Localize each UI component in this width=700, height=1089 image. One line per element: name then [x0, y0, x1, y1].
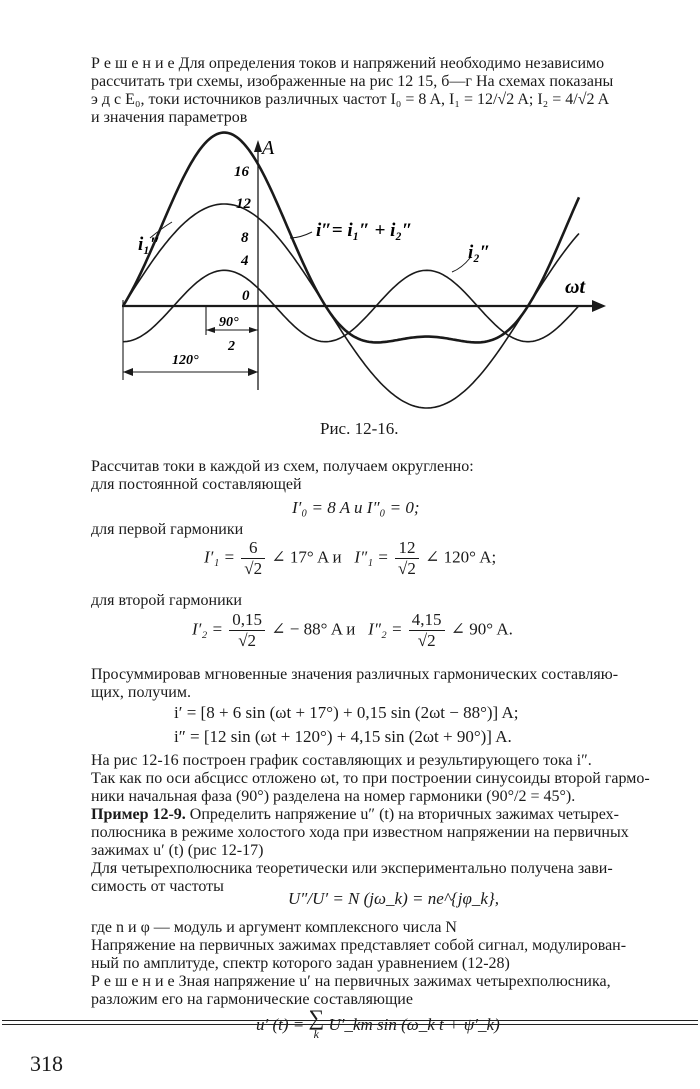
- eq3a-den: √2: [238, 631, 257, 650]
- para-16: ный по амплитуде, спектр которого задан уравнением (12-28): [91, 955, 510, 972]
- para-17: Р е ш е н и е Зная напряжение u′ на первичных зажимах четырехполюсника,: [91, 973, 611, 990]
- para-6: щих, получим.: [91, 684, 191, 701]
- y-axis-arrow-icon: [254, 140, 262, 152]
- eq2a-lhs: I′₁ =: [204, 547, 236, 567]
- label-120: 120°: [172, 353, 199, 368]
- para-1: Рассчитав токи в каждой из схем, получаем округленно:: [91, 458, 474, 475]
- x-axis-arrow-icon: [592, 300, 606, 312]
- figure-caption: Рис. 12-16.: [320, 419, 399, 438]
- page-number: 318: [30, 1051, 63, 1076]
- y-tick-4: 4: [241, 253, 249, 269]
- eq-i-double-prime: i″ = [12 sin (ωt + 120°) + 4,15 sin (2ωt + 90°)] A.: [174, 727, 512, 746]
- intro-line-4: и значения параметров: [91, 109, 248, 126]
- eq2b-den: √2: [398, 559, 416, 578]
- y-tick-0: 0: [242, 288, 250, 304]
- eq2a-rest: ∠ 17° A и: [271, 547, 342, 567]
- eq-second-harmonic: [192, 610, 513, 651]
- eq7-lhs: u′ (t) =: [256, 1014, 305, 1034]
- label-i2: i₂″: [468, 242, 491, 263]
- para-14: где n и φ — модуль и аргумент комплексного числа N: [91, 919, 457, 936]
- eq-i-prime: i′ = [8 + 6 sin (ωt + 17°) + 0,15 sin (2ωt − 88°)] A;: [174, 703, 519, 722]
- para-15: Напряжение на первичных зажимах представляет собой сигнал, модулирован-: [91, 937, 627, 954]
- y-tick-12: 12: [236, 196, 251, 212]
- para-13: симость от частоты: [91, 878, 224, 895]
- para-3: для первой гармоники: [91, 521, 244, 538]
- y-tick-16: 16: [234, 164, 249, 180]
- example-heading-line: [91, 806, 619, 824]
- eq3b-rest: ∠ 90° A.: [450, 619, 513, 639]
- para-12: Для четырехполюсника теоретически или экспериментально получена зави-: [91, 860, 613, 877]
- eq-dc: I′₀ = 8 A и I″₀ = 0;: [292, 498, 420, 517]
- eq3b-den: √2: [417, 631, 436, 650]
- eq3a-lhs: I′₂ =: [192, 619, 224, 639]
- para-2: для постоянной составляющей: [91, 476, 302, 493]
- intro-line-3: э д с E₀, токи источников различных частот I₀ = 8 A, I₁ = 12/√2 A; I₂ = 4/√2 A: [91, 91, 610, 108]
- bottom-rule-1: [2, 1020, 698, 1021]
- bottom-rule-2: [2, 1024, 698, 1025]
- label-2: 2: [228, 339, 235, 354]
- para-11: зажимах u′ (t) (рис 12-17): [91, 842, 264, 859]
- eq2b-rest: ∠ 120° A;: [425, 547, 497, 567]
- eq7-sub: k: [313, 1027, 319, 1041]
- para-9: ники начальная фаза (90°) разделена на номер гармоники (90°/2 = 45°).: [91, 788, 576, 805]
- eq-first-harmonic: [204, 538, 496, 579]
- para-4: для второй гармоники: [91, 592, 242, 609]
- example-heading: Пример 12-9.: [91, 806, 186, 823]
- label-i1: i₁″: [138, 234, 161, 255]
- eq3b-lhs: I″₂ =: [368, 619, 403, 639]
- eq-transfer: U″/U′ = N (jω_k) = ne^{jφ_k},: [288, 889, 499, 908]
- eq3b-num: 4,15: [409, 610, 445, 631]
- label-90: 90°: [219, 315, 239, 330]
- para-10: полюсника в режиме холостого хода при известном напряжении на первичных: [91, 824, 629, 841]
- para-5: Просуммировав мгновенные значения различных гармонических составляю-: [91, 666, 619, 683]
- para-7: На рис 12-16 построен график составляющих и результирующего тока i″.: [91, 752, 592, 769]
- intro-line-2: рассчитать три схемы, изображенные на рис 12 15, б—г На схемах показаны: [91, 73, 614, 90]
- para-8: Так как по оси абсцисс отложено ωt, то при построении синусоиды второй гармо-: [91, 770, 650, 787]
- eq7-rest: U′_km sin (ω_k t + ψ′_k): [328, 1014, 500, 1034]
- eq2b-lhs: I″₁ =: [354, 547, 389, 567]
- y-axis-label: A: [262, 137, 275, 159]
- para-18: разложим его на гармонические составляющие: [91, 991, 413, 1008]
- intro-line-1: Р е ш е н и е Для определения токов и напряжений необходимо независимо: [91, 55, 605, 72]
- eq2a-den: √2: [244, 559, 263, 578]
- y-tick-8: 8: [241, 230, 249, 246]
- example-text: Определить напряжение u″ (t) на вторичных зажимах четырех-: [185, 806, 619, 823]
- eq3a-rest: ∠ − 88° A и: [271, 619, 356, 639]
- eq2a-num: 6: [241, 538, 265, 559]
- label-sum: i″= i₁″ + i₂″: [316, 220, 413, 241]
- eq7-sum: ∑: [308, 1005, 325, 1030]
- x-axis-label: ωt: [565, 276, 586, 298]
- eq3a-num: 0,15: [229, 610, 265, 631]
- eq-decomposition: [256, 1005, 500, 1042]
- eq2b-num: 12: [395, 538, 419, 559]
